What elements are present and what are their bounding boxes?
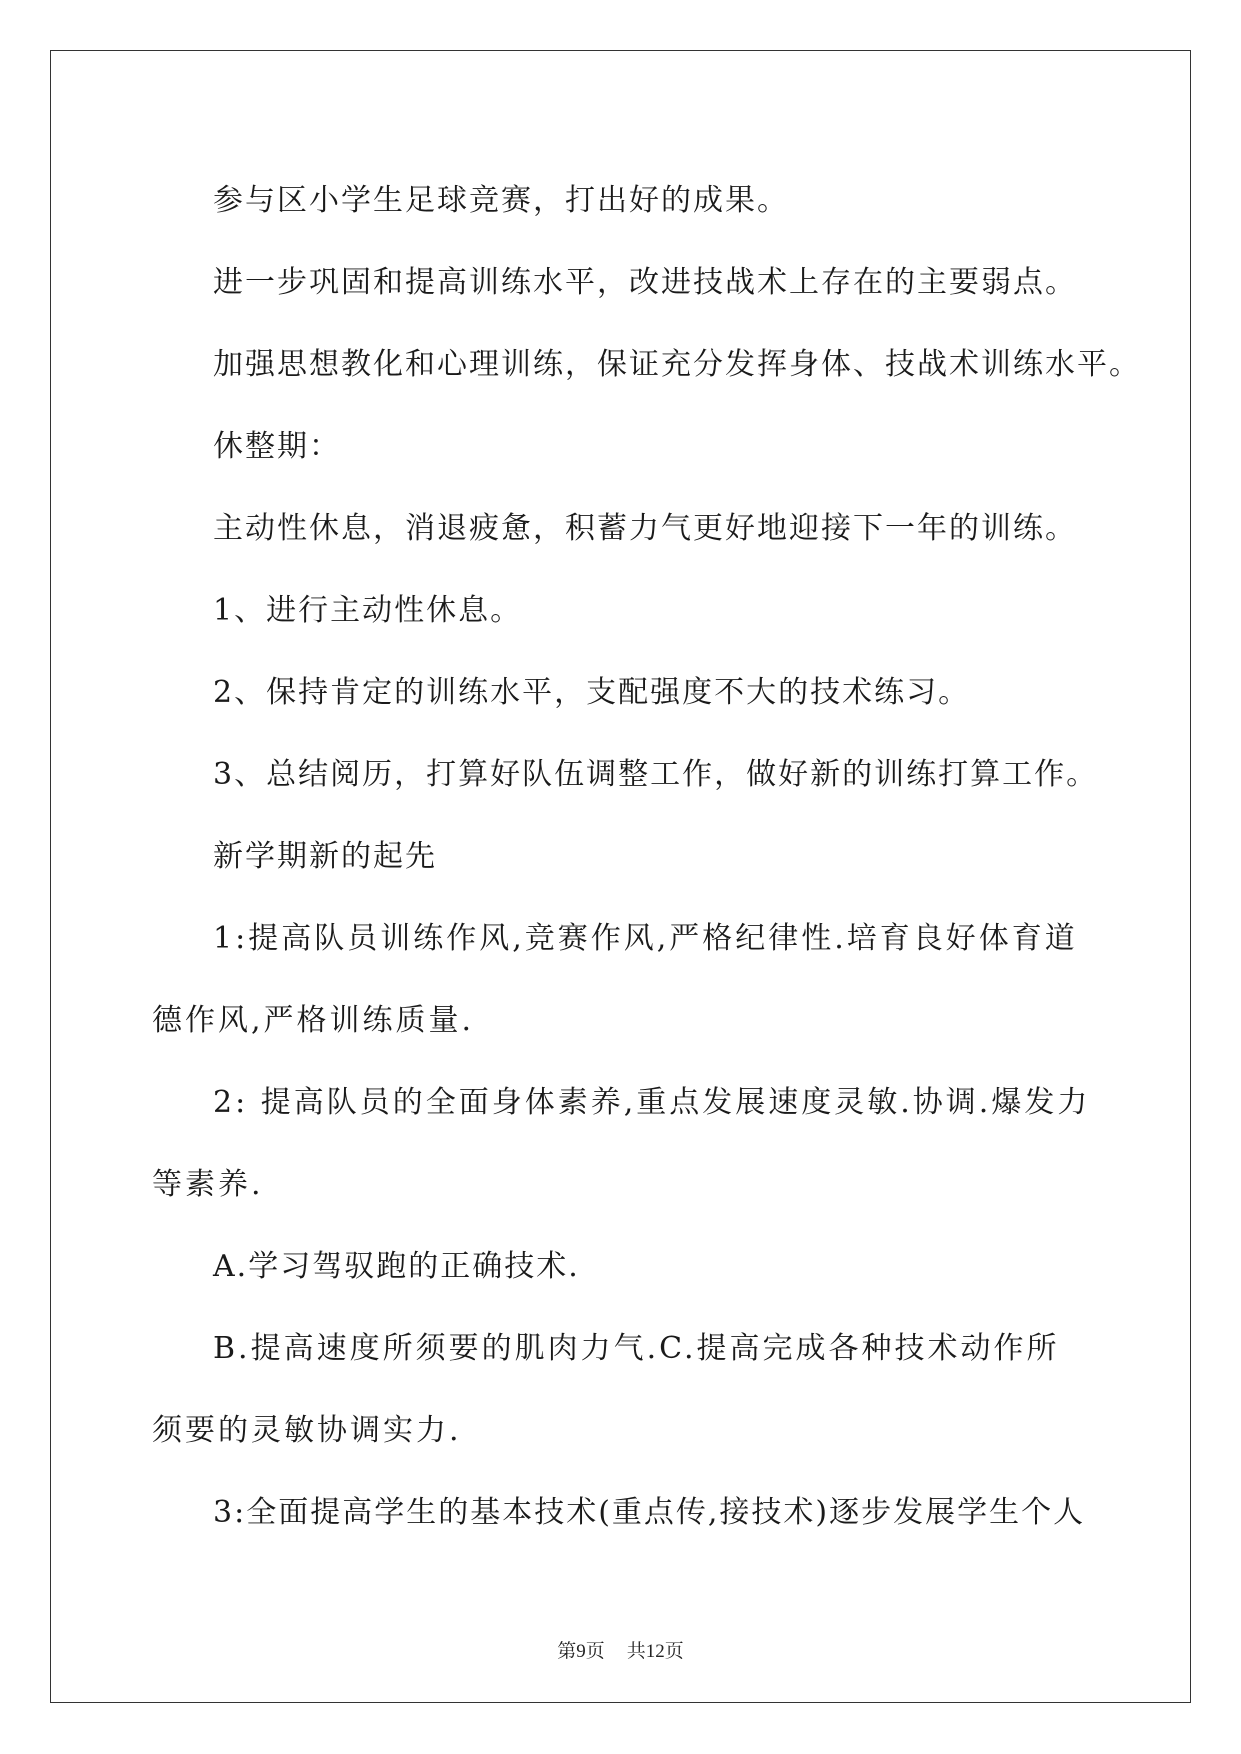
page-number: 第9页	[557, 1641, 605, 1662]
list-item: 1、进行主动性休息。	[213, 593, 523, 628]
section-heading: 休整期：	[213, 429, 341, 464]
page-footer	[0, 1636, 1241, 1663]
paragraph: 加强思想教化和心理训练，保证充分发挥身体、技战术训练水平。	[213, 347, 1141, 382]
list-item: 2: 提高队员的全面身体素养,重点发展速度灵敏.协调.爆发力等素养.	[152, 1085, 1091, 1202]
paragraph: 主动性休息，消退疲惫，积蓄力气更好地迎接下一年的训练。	[213, 511, 1077, 546]
document-body	[152, 160, 1141, 1554]
list-item: 1:提高队员训练作风,竞赛作风,严格纪律性.培育良好体育道德作风,严格训练质量.	[152, 921, 1078, 1038]
list-item: 3、总结阅历，打算好队伍调整工作，做好新的训练打算工作。	[213, 757, 1099, 792]
sub-list-item: A.学习驾驭跑的正确技术.	[213, 1249, 580, 1284]
paragraph: 参与区小学生足球竞赛，打出好的成果。	[213, 183, 789, 218]
sub-list-item: B.提高速度所须要的肌肉力气.C.提高完成各种技术动作所须要的灵敏协调实力.	[152, 1331, 1060, 1448]
section-heading: 新学期新的起先	[213, 839, 437, 874]
list-item: 2、保持肯定的训练水平，支配强度不大的技术练习。	[213, 675, 971, 710]
list-item: 3:全面提高学生的基本技术(重点传,接技术)逐步发展学生个人	[213, 1495, 1086, 1530]
page-total: 共12页	[626, 1641, 684, 1662]
paragraph: 进一步巩固和提高训练水平，改进技战术上存在的主要弱点。	[213, 265, 1077, 300]
